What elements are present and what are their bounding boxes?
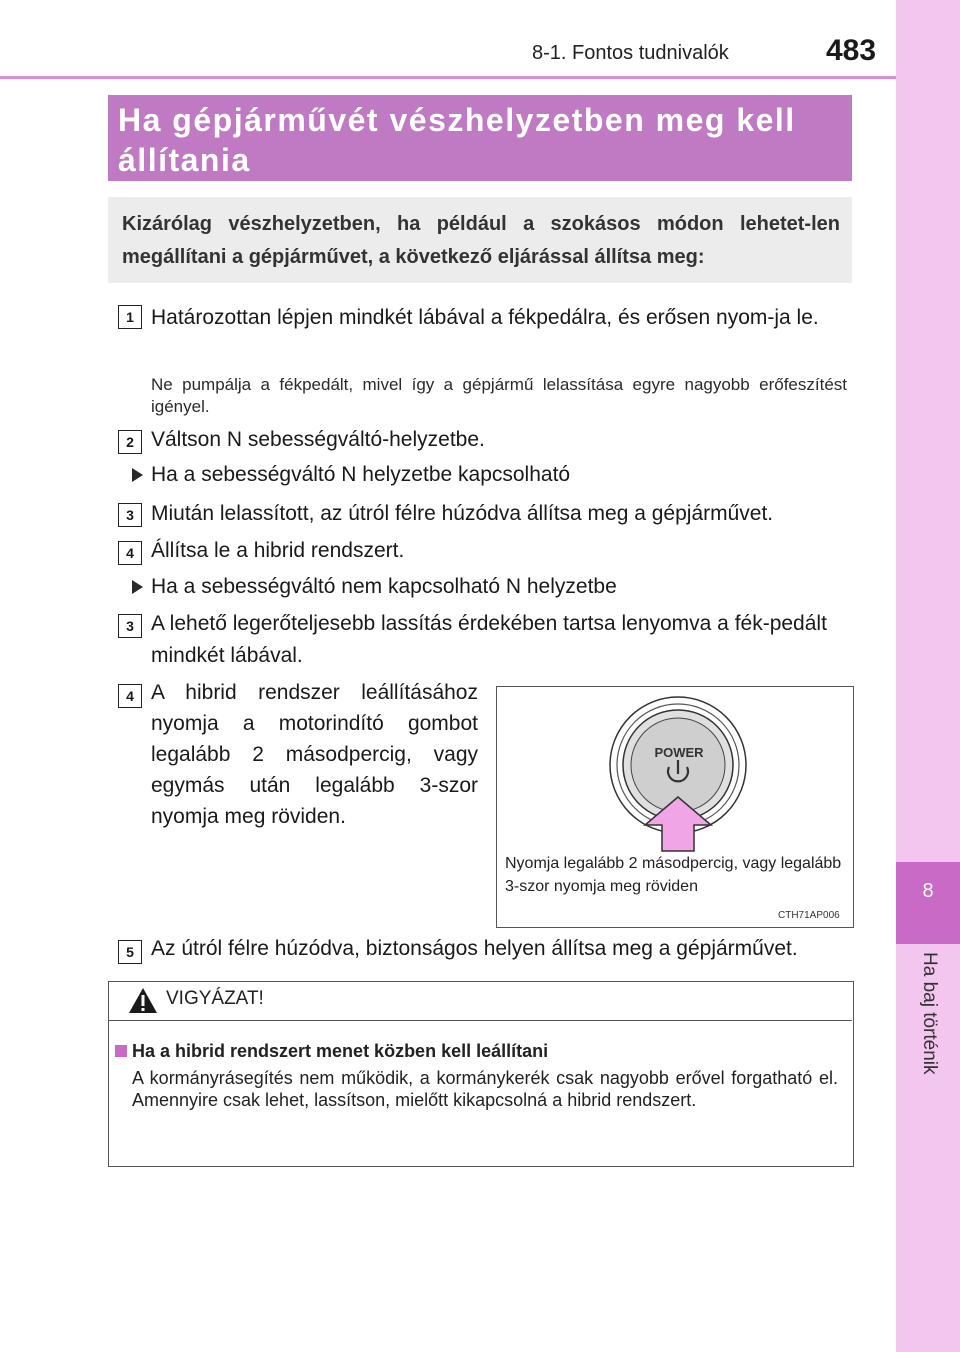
step-text: Az útról félre húzódva, biztonságos helyen állítsa meg a gépjárművet. bbox=[151, 937, 798, 960]
step-badge: 3 bbox=[118, 614, 142, 638]
chapter-label: Ha baj történik bbox=[919, 952, 940, 1075]
step-text: A lehető legerőteljesebb lassítás érdekében tartsa lenyomva a fék-pedált mindkét lábával. bbox=[151, 612, 827, 667]
caution-body: A kormányrásegítés nem működik, a kormánykerék csak nagyobb erővel forgatható el. Amennyire csak lehet, lassítson, mielőtt kikapcsolná a hibrid rendszert. bbox=[132, 1068, 838, 1110]
chapter-number: 8 bbox=[922, 880, 934, 902]
caution-bullet-icon bbox=[115, 1045, 127, 1057]
step-text: A hibrid rendszer leállításához nyomja a motorindító gombot legalább 2 másodpercig, vagy egymás után legalább 3-szor nyomja meg röviden. bbox=[151, 681, 478, 828]
chapter-tab[interactable] bbox=[896, 862, 960, 944]
chapter-side-strip bbox=[896, 0, 960, 1352]
caution-title: VIGYÁZAT! bbox=[166, 988, 264, 1009]
power-button-label: POWER bbox=[654, 745, 704, 760]
bullet-triangle-icon bbox=[132, 580, 143, 594]
step-text: Miután lelassított, az útról félre húzódva állítsa meg a gépjárművet. bbox=[151, 502, 774, 525]
figure-code: CTH71AP006 bbox=[778, 910, 840, 921]
condition-heading: Ha a sebességváltó nem kapcsolható N helyzetbe bbox=[151, 575, 617, 598]
page-title: Ha gépjárművét vészhelyzetben meg kell állítania bbox=[118, 102, 796, 178]
step-badge: 2 bbox=[118, 430, 142, 454]
bullet-triangle-icon bbox=[132, 468, 143, 482]
section-header: 8-1. Fontos tudnivalók bbox=[532, 42, 729, 64]
step-badge: 5 bbox=[118, 940, 142, 964]
step-text: Váltson N sebességváltó-helyzetbe. bbox=[151, 428, 485, 451]
caution-subheading: Ha a hibrid rendszert menet közben kell leállítani bbox=[132, 1041, 549, 1061]
warning-triangle-icon bbox=[128, 987, 158, 1014]
step-badge: 1 bbox=[118, 305, 142, 329]
condition-heading: Ha a sebességváltó N helyzetbe kapcsolható bbox=[151, 463, 571, 486]
step-badge: 4 bbox=[118, 541, 142, 565]
page-number: 483 bbox=[826, 34, 877, 67]
step-note: Ne pumpálja a fékpedált, mivel így a gépjármű lelassítása egyre nagyobb erőfeszítést igényel. bbox=[151, 375, 847, 416]
figure-caption: Nyomja legalább 2 másodpercig, vagy legalább 3-szor nyomja meg röviden bbox=[505, 855, 842, 895]
step-badge: 3 bbox=[118, 503, 142, 527]
chapter-label-wrap bbox=[896, 952, 960, 1122]
step-badge: 4 bbox=[118, 684, 142, 708]
step-text: Határozottan lépjen mindkét lábával a fékpedálra, és erősen nyom-ja le. bbox=[151, 306, 819, 329]
step-text: Állítsa le a hibrid rendszert. bbox=[151, 539, 405, 562]
header-rule bbox=[0, 76, 896, 79]
intro-text: Kizárólag vészhelyzetben, ha például a szokásos módon lehetet-len megállítani a gépjárművet, a következő eljárással állítsa meg: bbox=[122, 213, 840, 268]
